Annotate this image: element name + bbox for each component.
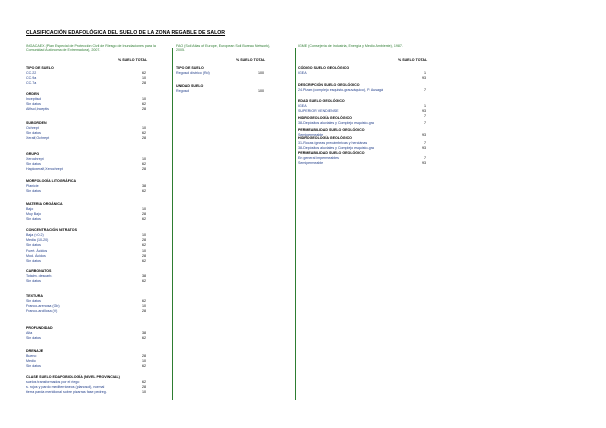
row-value: 28	[142, 81, 146, 86]
table-row	[298, 88, 438, 93]
row-value: 62	[142, 102, 146, 107]
row-label: Xeralf,Ochrept	[26, 136, 50, 141]
row-value: 100	[258, 89, 264, 93]
row-value: 62	[142, 299, 146, 303]
row-label: IGEA	[298, 104, 307, 108]
row-label: Franco-arenosa (Gb)	[26, 304, 60, 309]
row-label: suelos transformados por el riego	[26, 380, 80, 384]
section-title: CONCENTRACIÓN NITRATOS	[26, 228, 77, 232]
row-label: Regosol	[176, 89, 190, 93]
section	[26, 228, 162, 264]
section-title: DESCRIPCIÓN SUELO GEOLÓGICO	[298, 83, 360, 87]
row-value: 38	[142, 331, 146, 335]
row-label: Semipermeable	[298, 133, 324, 137]
column-divider-1	[172, 48, 173, 400]
row-label: Medio	[26, 359, 36, 364]
section	[176, 84, 284, 94]
section-title: PERMEABILIDAD SUELO GEOLÓGICO	[298, 151, 365, 155]
row-value: 38	[142, 274, 146, 278]
table-row	[26, 259, 162, 264]
row-value: 10	[142, 233, 146, 237]
row-value: 93	[422, 161, 426, 166]
row-value: 28	[142, 354, 146, 358]
source-note: IGME (Consejería de Industria, Energía y Medio Ambiente), 1987.	[298, 44, 403, 48]
row-value: 62	[142, 336, 146, 341]
section-title: MORFOLOGÍA LITOGRÁFICA	[26, 179, 77, 183]
row-label: Sin datos	[26, 102, 41, 107]
row-value: 28	[142, 212, 146, 217]
page-title: CLASIFICACIÓN EDAFOLÓGICA DEL SUELO DE LA ZONA REGABLE DE SALOR	[26, 30, 226, 36]
row-label: CC.22	[26, 71, 37, 75]
section-title: TIPO DE SUELO	[176, 66, 204, 70]
row-label: Xerochrept	[26, 157, 44, 161]
row-value: 28	[142, 136, 146, 141]
row-value: 28	[142, 167, 146, 172]
row-value: 62	[142, 258, 146, 263]
table-row	[26, 189, 162, 194]
row-label: CC.9a	[26, 76, 37, 81]
source-note: INGACAEX (Plan Especial de Protección Civil de Riesgo de Inundaciones para la Comunidad Autónoma de Extremadura), 2007.	[26, 44, 156, 53]
section	[26, 349, 162, 370]
row-value: 62	[142, 243, 146, 248]
table-row	[176, 89, 284, 94]
column-divider-2	[295, 48, 296, 400]
row-label: Franco-arcillosa (V)	[26, 309, 58, 314]
section	[176, 66, 284, 76]
row-label: Inceptisol	[26, 97, 42, 101]
row-label: SUPERIOR VENDIENSE	[298, 109, 339, 114]
row-label: Sin datos	[26, 258, 41, 263]
column-ingacaex	[26, 44, 162, 414]
row-label: s. rojos y pardo mediterráneos (planosol), normal	[26, 385, 105, 390]
row-value: 62	[142, 217, 146, 222]
section	[26, 375, 162, 396]
row-value: 62	[142, 71, 146, 75]
section	[26, 121, 162, 142]
row-value: 7	[424, 121, 426, 125]
row-value: 10	[142, 126, 146, 130]
row-value: 10	[142, 390, 146, 395]
row-label: 31-Rocas ígneas precámbricas y herciánas	[298, 141, 368, 145]
section	[26, 92, 162, 113]
row-value: 10	[142, 248, 146, 253]
section-title: GRUPO	[26, 152, 40, 156]
row-label: Bajo	[26, 207, 34, 211]
pct-header: % SUELO TOTAL	[118, 58, 148, 62]
row-value: 62	[142, 380, 146, 384]
table-row	[26, 136, 162, 141]
section-title: CÓDIGO SUELO GEOLÓGICO	[298, 66, 350, 70]
row-label: Sin datos	[26, 364, 41, 369]
section	[298, 66, 438, 81]
row-label: Totalm. descarb.	[26, 274, 53, 278]
row-value: 10	[142, 157, 146, 161]
row-label: Sin datos	[26, 279, 41, 284]
column-igme	[298, 44, 438, 244]
row-label: 38-Depósitos aluviales y Complejo esquisto-gra	[298, 121, 374, 125]
row-value: 38	[142, 184, 146, 188]
row-value: 62	[142, 162, 146, 167]
section-title: PROFUNDIDAD	[26, 326, 53, 330]
table-row	[26, 279, 162, 284]
row-label: Alta	[26, 331, 33, 335]
section-title: CLASE SUELO EDAFOBIOLOGÍA (NIVEL PROVINCIAL)	[26, 375, 120, 379]
section-title: HIDROGEOLOGÍA GEOLÓGICO	[298, 136, 352, 140]
row-label: Baja (<0.2)	[26, 233, 44, 237]
row-value: 7	[424, 114, 426, 119]
row-value: 28	[142, 309, 146, 314]
row-label: Sin datos	[26, 162, 41, 167]
row-value: 10	[142, 97, 146, 101]
row-value: 28	[142, 253, 146, 258]
section	[298, 116, 438, 126]
table-row	[26, 107, 162, 112]
row-value: 7	[424, 141, 426, 145]
row-label: Haploxeralf,Xerochrept	[26, 167, 63, 172]
table-row	[26, 167, 162, 172]
section	[26, 152, 162, 173]
section	[26, 294, 162, 315]
row-label: Semipermeable	[298, 161, 324, 166]
source-note: FAO (Soil Atlas of Europe, European Soil Bureau Network), 2005.	[176, 44, 271, 53]
table-row	[26, 390, 162, 395]
pct-header: % SUELO TOTAL	[398, 58, 428, 62]
section-title: CARBONATOS	[26, 269, 52, 273]
table-row	[176, 71, 284, 76]
row-label: tierra parda meridional sobre pizarras fase pedreg.	[26, 390, 107, 395]
row-value: 1	[424, 104, 426, 108]
table-row	[26, 364, 162, 369]
section	[26, 66, 162, 87]
row-value: 62	[142, 189, 146, 194]
pct-header: % SUELO TOTAL	[236, 58, 266, 62]
row-label: Sin datos	[26, 217, 41, 222]
row-label: Mod. Ácidos	[26, 253, 46, 258]
row-label: 38-Depósitos aluviales y Complejo esquisto-gra	[298, 146, 374, 151]
row-value: 62	[142, 279, 146, 284]
table-row	[298, 76, 438, 81]
table-row	[298, 121, 438, 126]
row-label: Sin datos	[26, 243, 41, 248]
table-row	[298, 161, 438, 166]
row-label: 24.Pizarr.(complejo esquisto-grauváquico), P. Ausagá	[298, 88, 384, 92]
section	[298, 151, 438, 166]
section	[26, 326, 162, 341]
section-title: ORDEN	[26, 92, 39, 96]
row-value: 10	[142, 359, 146, 364]
row-value: 62	[142, 131, 146, 136]
row-value: 28	[142, 385, 146, 390]
section	[26, 202, 162, 223]
section	[26, 269, 162, 284]
table-row	[26, 336, 162, 341]
row-value: 93	[422, 133, 426, 137]
table-row	[26, 81, 162, 86]
row-value: 28	[142, 238, 146, 243]
section	[298, 136, 438, 151]
section-title: TEXTURA	[26, 294, 43, 298]
row-label: CC.7a	[26, 81, 37, 86]
section-title: MATERIA ORGÁNICA	[26, 202, 63, 206]
row-label: IGEA	[298, 71, 307, 75]
column-fao	[176, 44, 284, 144]
section	[298, 83, 438, 93]
row-label: En general impermeables	[298, 156, 339, 160]
row-value: 1	[424, 71, 426, 75]
row-label: Ochrept	[26, 126, 39, 130]
section-title: UNIDAD SUELO	[176, 84, 204, 88]
row-label: Sin datos	[26, 336, 41, 341]
row-label: Sin datos	[26, 299, 41, 303]
row-label: Bueno	[26, 354, 37, 358]
section-title: DRENAJE	[26, 349, 44, 353]
row-label: Fuert. Ácidos	[26, 248, 48, 253]
row-value: 93	[422, 109, 426, 114]
row-label: Media (10-20)	[26, 238, 49, 243]
section-title: HIDROGEOLOGÍA GEOLÓGICO	[298, 116, 352, 120]
row-value: 10	[142, 207, 146, 211]
row-value: 93	[422, 146, 426, 151]
row-value: 28	[142, 107, 146, 112]
section-title: EDAD SUELO GEOLÓGICO	[298, 99, 345, 103]
section-title: PERMEABILIDAD SUELO GEOLÓGICO	[298, 128, 365, 132]
row-value: 10	[142, 76, 146, 81]
row-value: 100	[258, 71, 264, 75]
table-row	[26, 309, 162, 314]
section-title: SUBORDEN	[26, 121, 47, 125]
row-label: Planicie	[26, 184, 39, 188]
row-label: Muy Bajo	[26, 212, 41, 217]
row-label: Regosol dístrico (Rd)	[176, 71, 210, 75]
row-value: 93	[422, 76, 426, 81]
row-value: 62	[142, 364, 146, 369]
row-value: 10	[142, 304, 146, 309]
row-value: 7	[424, 88, 426, 92]
row-value: 7	[424, 156, 426, 160]
row-label: Alfisol,Inceptis	[26, 107, 49, 112]
section	[26, 179, 162, 194]
table-row	[26, 217, 162, 222]
section-title: TIPO DE SUELO	[26, 66, 54, 70]
row-label: Sin datos	[26, 189, 41, 194]
row-label: Sin datos	[26, 131, 41, 136]
